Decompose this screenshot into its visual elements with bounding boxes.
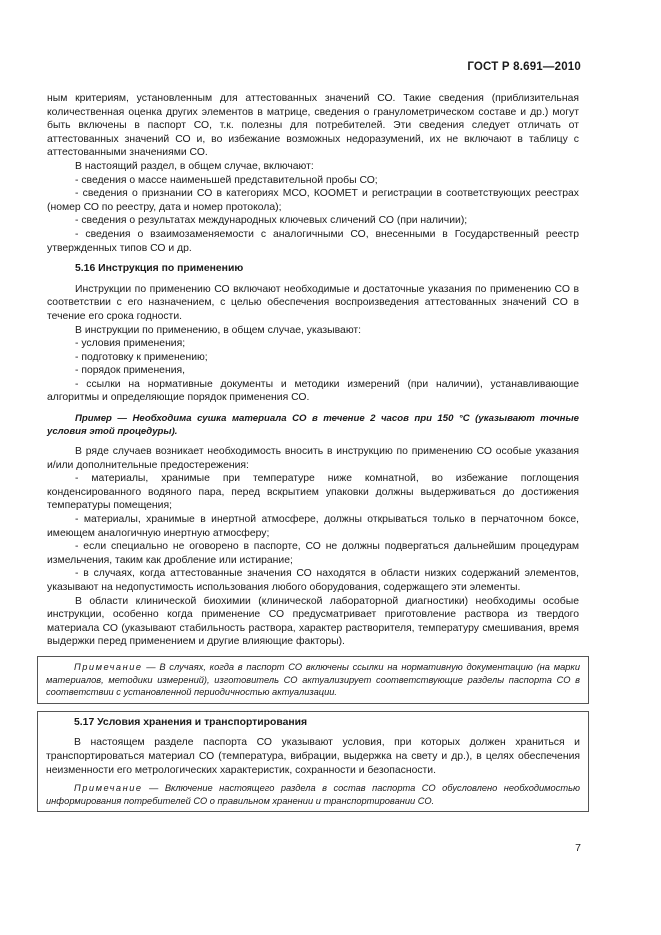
note: [46, 782, 580, 807]
list-item: - сведения о массе наименьшей представительной пробы СО;: [75, 174, 378, 186]
paragraph: В настоящем разделе паспорта СО указывают условия, при которых должен храниться и транспортироваться материал СО (температура, вибрации, выдержка на свету и др.), в целях обеспечения неизменности его метрологических характеристик, сохранности и безопасности.: [46, 737, 580, 776]
section-title-5-16: 5.16 Инструкция по применению: [75, 263, 244, 275]
paragraph: В области клинической биохимии (клинической лабораторной диагностики) необходимы особые инструкции, особенно когда применение СО предусматривает приготовление раствора из твердого материала СО (указывают стабильность раствора, характер растворителя, температуру смешивания, время выдержки перед применением и другие влияющие факторы).: [47, 595, 579, 648]
example-text: Пример — Необходима сушка материала СО в течение 2 часов при 150 °С (указывают точные условия этой процедуры).: [47, 413, 579, 438]
paragraph: ным критериям, установленным для аттестованных значений СО. Такие сведения (приблизительная количественная оценка других элементов в матрице, сведения о гранулометрическом составе и др.) могут быть включены в паспорт СО, т.к. полезны для потребителей. Эти сведения следует отличать от аттестованных значений СО и, во избежание возможных недоразумений, их не включают в таблицу с аттестованными значениями СО.: [47, 93, 579, 159]
standard-code: ГОСТ Р 8.691—2010: [467, 61, 581, 73]
list-item: - ссылки на нормативные документы и методики измерений (при наличии), устанавливающие алгоритмы и определяющие порядок применения СО.: [47, 378, 579, 404]
list-item: - сведения о признании СО в категориях МСО, КООМЕТ и регистрации в соответствующих реестрах (номер СО по реестру, дата и номер протокола);: [47, 188, 579, 213]
page-number: 7: [575, 842, 581, 854]
paragraph: В настоящий раздел, в общем случае, включают:: [75, 160, 314, 172]
note-label: Примечание: [74, 661, 143, 672]
page-content: [47, 92, 579, 812]
paragraph: В инструкции по применению, в общем случае, указывают:: [75, 324, 362, 336]
list-item: - условия применения;: [75, 338, 186, 350]
list-item: - материалы, хранимые при температуре ниже комнатной, во избежание поглощения конденсированного водяного пара, перед вскрытием упаковки должны выдерживаться до достижения температуры помещения;: [47, 473, 579, 512]
note-box-5-16: [37, 656, 589, 704]
note-text: — В случаях, когда в паспорт СО включены ссылки на нормативную документацию (на марки материалов, методики измерений), изготовитель СО актуализирует соответствующие разделы паспорта СО в соответствии с установленной периодичностью актуализации.: [46, 661, 580, 698]
paragraph: В ряде случаев возникает необходимость вносить в инструкцию по применению СО особые указания и/или дополнительные предостережения:: [47, 446, 579, 471]
note: [46, 661, 580, 699]
list-item: - порядок применения,: [75, 365, 186, 377]
list-item: - материалы, хранимые в инертной атмосфере, должны открываться только в перчаточном боксе, имеющем аналогичную инертную атмосферу;: [47, 514, 579, 539]
note-text: — Включение настоящего раздела в состав паспорта СО обусловлено необходимостью информирования потребителей СО о правильном хранении и транспортировании СО.: [46, 783, 580, 806]
note-label: Примечание: [74, 783, 143, 794]
list-item: - если специально не оговорено в паспорте, СО не должны подвергаться дальнейшим процедурам измельчения, таким как дробление или истирание;: [47, 541, 579, 566]
list-item: - подготовку к применению;: [75, 351, 208, 363]
section-box-5-17: [37, 711, 589, 813]
list-item: - в случаях, когда аттестованные значения СО находятся в области низких содержаний элементов, указывают на недопустимость использования любого оборудования, содержащего эти элементы.: [47, 568, 579, 593]
section-title-5-17: 5.17 Условия хранения и транспортирования: [74, 716, 308, 728]
list-item: - сведения о результатах международных ключевых сличений СО (при наличии);: [75, 215, 468, 227]
paragraph: Инструкции по применению СО включают необходимые и достаточные указания по применению СО в соответствии с его назначением, с целью обеспечения воспроизведения аттестованных значений СО в течение его срока годности.: [47, 283, 579, 322]
list-item: - сведения о взаимозаменяемости с аналогичными СО, внесенными в Государственный реестр утвержденных типов СО и др.: [47, 228, 579, 254]
